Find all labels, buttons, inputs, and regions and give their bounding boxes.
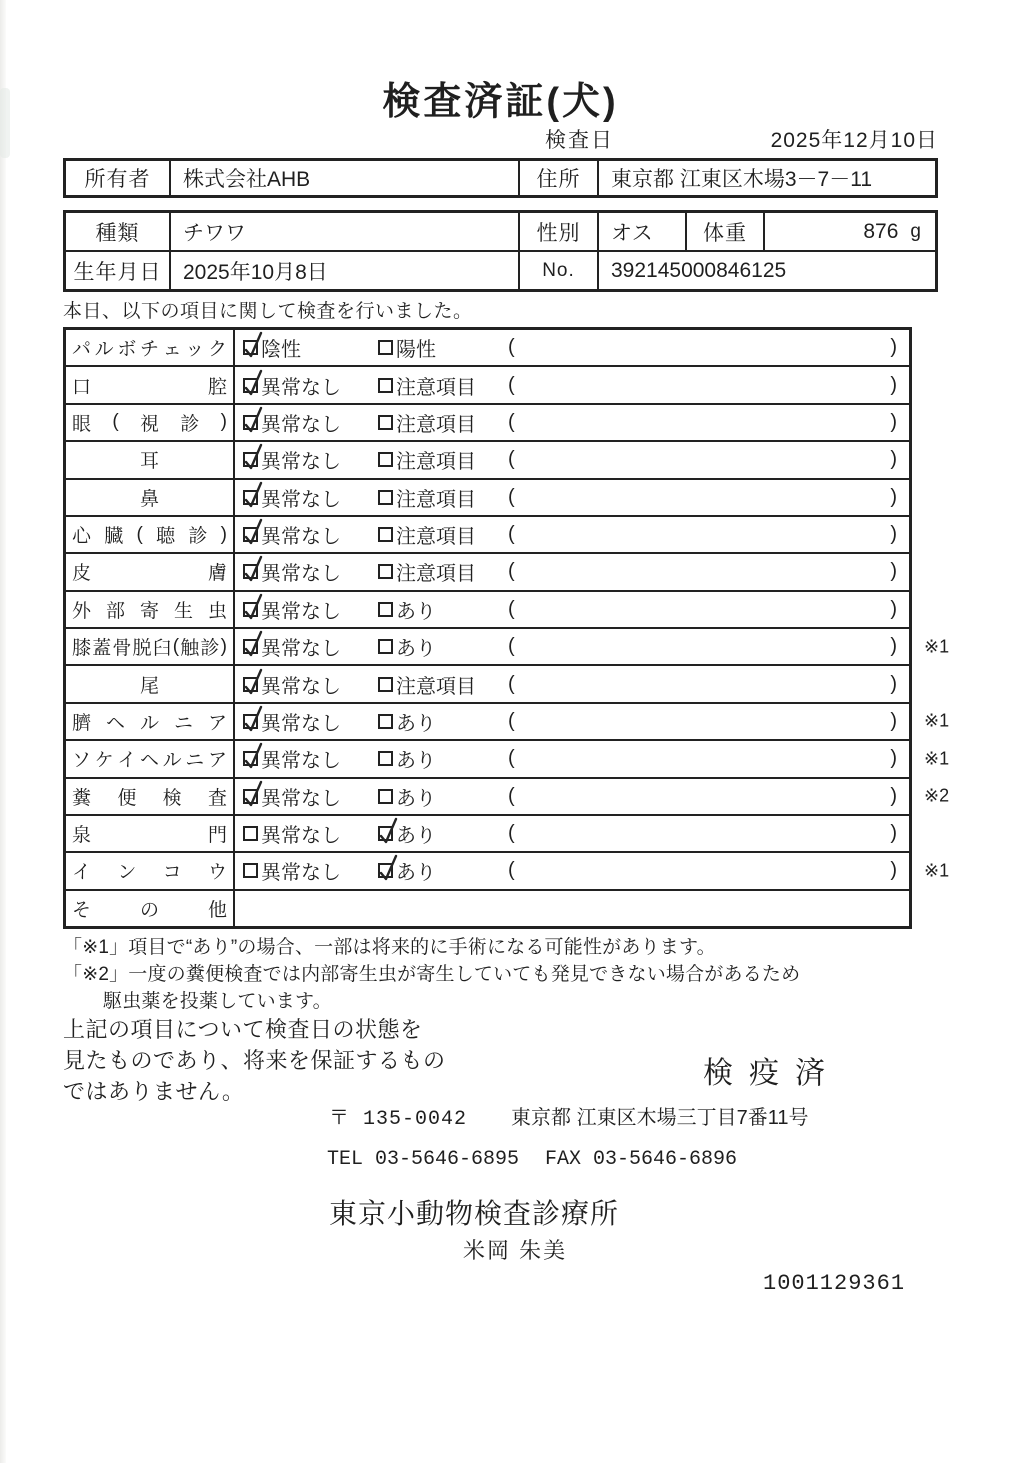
option-label: 注意項目 [396,413,476,436]
option-label: 異常なし [261,413,341,436]
checklist-row-label: 皮 膚 [66,554,235,589]
owner-table [63,158,938,198]
paren-open: ( [508,523,515,546]
checkbox-option [243,520,378,549]
paren-open: ( [508,635,515,658]
checklist-row-content [235,442,909,477]
handwritten-check-mark [242,668,264,698]
unchecked-checkbox-icon [378,789,393,804]
checklist-row-label: パ ル ボ チ ェ ッ ク [66,330,235,365]
checklist-row-content [235,891,909,926]
disclaimer-line-3: ではありません。 [63,1079,245,1104]
checklist-row-content [235,741,909,776]
checkbox-option [378,782,508,811]
paren-close: ) [890,410,897,433]
quarantine-passed-stamp: 検疫済 [703,1057,841,1090]
footnote-2-continued: 駆虫薬を投薬しています。 [103,991,332,1012]
paren-open: ( [508,410,515,433]
checklist-row [66,552,909,589]
checkbox-option [378,744,508,773]
checked-checkbox-icon [243,340,258,355]
clinic-name: 東京小動物検査診療所 [329,1198,620,1229]
checkbox-option [243,856,378,885]
handwritten-check-mark [242,443,264,473]
scan-smudge-artifact [0,88,10,158]
weight-label: 体重 [685,213,763,250]
option-label: 異常なし [261,862,341,885]
paren-close: ) [890,635,897,658]
checklist-row [66,365,909,402]
option-label: 異常なし [261,712,341,735]
checkbox-option [378,595,508,624]
unchecked-checkbox-icon [378,751,393,766]
checkbox-option [378,856,508,885]
handwritten-check-mark [377,817,399,847]
unchecked-checkbox-icon [378,602,393,617]
checklist-row-label: 泉 門 [66,816,235,851]
checklist-row-label: ソ ケ イ ヘ ル ニ ア [66,741,235,776]
paren-close: ) [890,373,897,396]
document-content [63,0,950,1463]
checklist-row-label: 外 部 寄 生 虫 [66,592,235,627]
option-label: 注意項目 [396,488,476,511]
unchecked-checkbox-icon [378,677,393,692]
checkbox-option [243,819,378,848]
disclaimer-line-1: 上記の項目について検査日の状態を [63,1017,423,1042]
paren-close: ) [890,336,897,359]
checklist-row-content [235,779,909,814]
handwritten-check-mark [242,555,264,585]
checked-checkbox-icon [243,415,258,430]
clinic-address: 東京都 江東区木場三丁目7番11号 [511,1107,809,1129]
option-label: あり [396,825,436,848]
checkbox-option [378,445,508,474]
checklist-row-content [235,330,909,365]
examiner-name: 米岡 朱美 [463,1238,568,1263]
checklist-row-label: 耳 [66,442,235,477]
paren-open: ( [508,373,515,396]
checklist-row-label: 糞 便 検 査 [66,779,235,814]
option-label: 注意項目 [396,451,476,474]
checklist-row-content [235,480,909,515]
checkbox-option [243,707,378,736]
unchecked-checkbox-icon [378,527,393,542]
paren-close: ) [890,448,897,471]
sex-label: 性別 [518,213,597,250]
serial-number: 1001129361 [763,1271,906,1296]
handwritten-check-mark [242,518,264,548]
checklist-row-note-mark: ※1 [924,710,950,731]
paren-open: ( [508,597,515,620]
paren-open: ( [508,336,515,359]
paren-close: ) [890,859,897,882]
footnote-2: 「※2」一度の糞便検査では内部寄生虫が寄生していても発見できない場合があるため [63,964,801,985]
checklist-row-content [235,405,909,440]
handwritten-check-mark [242,705,264,735]
birth-value: 2025年10月8日 [169,252,518,289]
unchecked-checkbox-icon [378,415,393,430]
option-label: 陽性 [396,339,436,362]
handwritten-check-mark [242,406,264,436]
checkbox-option [243,333,378,362]
checkbox-option [378,819,508,848]
address-value: 東京都 江東区木場3－7－11 [597,161,935,195]
checklist-row [66,851,950,888]
page-title: 検査済証(犬) [382,81,619,123]
checkbox-option [378,557,508,586]
footnote-1: 「※1」項目で“あり”の場合、一部は将来的に手術になる可能性があります。 [63,937,716,958]
checklist-row-note-mark: ※1 [924,636,950,657]
checklist-row-label: 心 臓 ( 聴 診 ) [66,517,235,552]
scan-edge-artifact [0,0,6,1463]
paren-close: ) [890,822,897,845]
checked-checkbox-icon [243,602,258,617]
paren-open: ( [508,784,515,807]
unchecked-checkbox-icon [378,378,393,393]
unchecked-checkbox-icon [378,714,393,729]
checked-checkbox-icon [243,751,258,766]
checklist-row-content [235,629,909,664]
checklist-row [66,889,909,926]
option-label: 異常なし [261,451,341,474]
postal-address-line [329,1101,808,1131]
intro-text: 本日、以下の項目に関して検査を行いました。 [63,301,473,322]
handwritten-check-mark [242,481,264,511]
option-label: 異常なし [261,526,341,549]
checkbox-option [378,371,508,400]
option-label: あり [396,712,436,735]
paren-open: ( [508,822,515,845]
option-label: 異常なし [261,825,341,848]
checked-checkbox-icon [243,714,258,729]
checkbox-option [378,408,508,437]
checkbox-option [243,408,378,437]
checked-checkbox-icon [243,452,258,467]
checkbox-option [243,371,378,400]
handwritten-check-mark [242,630,264,660]
handwritten-check-mark [242,593,264,623]
checkbox-option [378,632,508,661]
option-label: 異常なし [261,638,341,661]
paren-close: ) [890,485,897,508]
paren-close: ) [890,560,897,583]
checklist-row-label: そ の 他 [66,891,235,926]
checklist-row-content [235,666,909,701]
pet-table-row-2 [66,250,935,289]
address-label: 住所 [518,161,597,195]
checkbox-option [243,483,378,512]
handwritten-check-mark [377,854,399,884]
exam-date-value: 2025年12月10日 [770,129,938,152]
checklist-row [66,590,909,627]
checkbox-option [243,557,378,586]
checklist-row [66,627,950,664]
sex-value: オス [597,213,685,250]
unchecked-checkbox-icon [378,490,393,505]
option-label: あり [396,750,436,773]
option-label: 注意項目 [396,563,476,586]
checkbox-option [243,445,378,474]
paren-close: ) [890,784,897,807]
paren-open: ( [508,859,515,882]
option-label: 異常なし [261,600,341,623]
checklist-row-content [235,592,909,627]
checklist-row-note-mark: ※1 [924,748,950,769]
checklist-row-label: 尾 [66,666,235,701]
paren-open: ( [508,672,515,695]
option-label: 異常なし [261,675,341,698]
checklist-row-label: 鼻 [66,480,235,515]
checklist-row-content [235,367,909,402]
postal-code: 〒 135-0042 [329,1108,468,1131]
checkbox-option [378,483,508,512]
unchecked-checkbox-icon [378,564,393,579]
owner-value: 株式会社AHB [169,161,518,195]
checked-checkbox-icon [243,789,258,804]
disclaimer-text [63,1014,446,1107]
option-label: 注意項目 [396,526,476,549]
checklist-row [66,403,909,440]
paren-open: ( [508,485,515,508]
checkbox-option [243,632,378,661]
paren-close: ) [890,523,897,546]
no-value: 392145000846125 [597,252,935,289]
checkbox-option [378,333,508,362]
no-label: No. [518,252,597,289]
checked-checkbox-icon [243,639,258,654]
checkbox-option [243,670,378,699]
checklist-row [66,777,950,814]
option-label: あり [396,862,436,885]
fax-number: FAX 03-5646-6896 [545,1148,738,1171]
checklist-row [66,739,950,776]
checklist-row-content [235,853,909,888]
checklist-row [66,814,909,851]
paren-close: ) [890,672,897,695]
paren-close: ) [890,747,897,770]
paren-close: ) [890,709,897,732]
checklist-row-label: 眼 ( 視 診 ) [66,405,235,440]
exam-date-label: 検査日 [545,129,614,152]
option-label: 注意項目 [396,675,476,698]
unchecked-checkbox-icon [378,452,393,467]
checklist-row-note-mark: ※2 [924,785,950,806]
checklist-row [66,330,909,365]
checklist-table [63,327,950,929]
tel-number: TEL 03-5646-6895 [327,1148,520,1171]
handwritten-check-mark [242,369,264,399]
checklist-row-content [235,704,909,739]
option-label: あり [396,600,436,623]
handwritten-check-mark [242,742,264,772]
unchecked-checkbox-icon [243,863,258,878]
checklist-row [66,515,909,552]
paren-open: ( [508,560,515,583]
weight-value: 876 [863,219,899,243]
tel-fax-line [327,1148,737,1171]
checklist-row-note-mark: ※1 [924,860,950,881]
breed-value: チワワ [169,213,518,250]
option-label: 異常なし [261,563,341,586]
checked-checkbox-icon [243,527,258,542]
option-label: 注意項目 [396,376,476,399]
option-label: あり [396,638,436,661]
checklist-row-content [235,554,909,589]
unchecked-checkbox-icon [378,639,393,654]
disclaimer-line-2: 見たものであり、将来を保証するもの [63,1048,446,1073]
checklist-row-content [235,517,909,552]
checked-checkbox-icon [378,826,393,841]
option-label: 異常なし [261,750,341,773]
option-label: 異常なし [261,488,341,511]
unchecked-checkbox-icon [243,826,258,841]
pet-table [63,210,938,292]
exam-date-row [63,124,938,154]
paren-close: ) [890,597,897,620]
option-label: 陰性 [261,339,301,362]
checkbox-option [243,744,378,773]
footnotes [63,934,800,1015]
checkbox-option [378,520,508,549]
weight-unit: g [910,220,921,242]
checklist-row-label: 膝 蓋 骨 脱 臼 ( 触 診 ) [66,629,235,664]
checklist-row [66,478,909,515]
checklist-row [66,702,950,739]
checked-checkbox-icon [243,490,258,505]
breed-label: 種類 [95,221,140,245]
checkbox-option [243,782,378,811]
birth-label: 生年月日 [73,260,162,284]
paren-open: ( [508,448,515,471]
checked-checkbox-icon [243,378,258,393]
handwritten-check-mark [242,780,264,810]
checklist-row-label: 口 腔 [66,367,235,402]
checklist-row-content [235,816,909,851]
paren-open: ( [508,709,515,732]
option-label: あり [396,787,436,810]
checklist-row [66,664,909,701]
weight-cell [763,213,935,250]
checklist-row [66,440,909,477]
option-label: 異常なし [261,376,341,399]
checkbox-option [378,707,508,736]
unchecked-checkbox-icon [378,340,393,355]
pet-table-row-1 [66,213,935,250]
checked-checkbox-icon [243,677,258,692]
owner-label: 所有者 [84,168,151,191]
option-label: 異常なし [261,787,341,810]
checkbox-option [378,670,508,699]
checked-checkbox-icon [243,564,258,579]
checked-checkbox-icon [378,863,393,878]
checklist-row-label: 臍 ヘ ル ニ ア [66,704,235,739]
checkbox-option [243,595,378,624]
checklist-row-label: イ ン コ ウ [66,853,235,888]
paren-open: ( [508,747,515,770]
handwritten-check-mark [242,331,264,361]
